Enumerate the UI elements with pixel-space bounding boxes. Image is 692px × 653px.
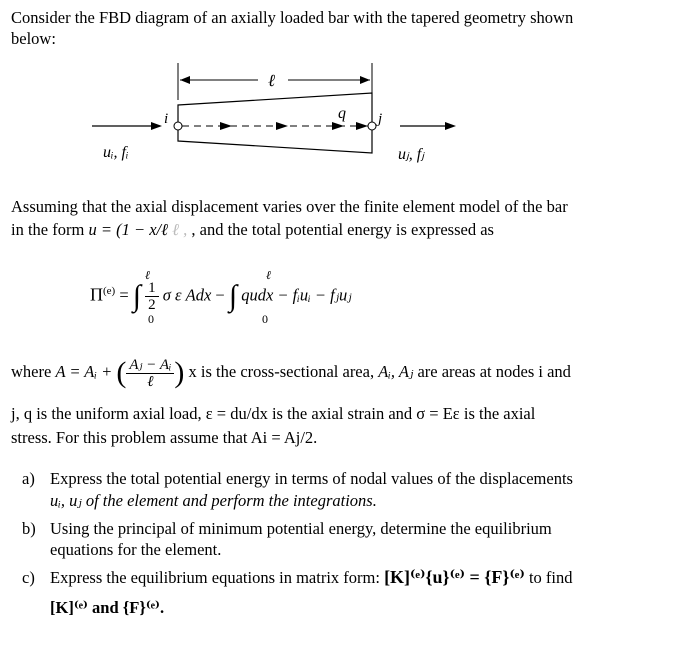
question-b: [22, 518, 552, 539]
left-force-label: uᵢ, fᵢ: [103, 144, 129, 161]
load-arrow-4: [356, 122, 368, 130]
assume-line-2: [11, 219, 494, 240]
question-a-label: a): [22, 469, 35, 488]
question-a-line-1: Express the total potential energy in terms of nodal values of the displacements: [50, 469, 573, 488]
right-force-label: uⱼ, fⱼ: [398, 146, 425, 163]
dimension-arrow-right: [360, 76, 370, 84]
where-suffix: are areas at nodes i and: [417, 362, 571, 381]
half-fraction: $\frac{1}{2}$: [145, 280, 159, 313]
paren-open: (: [116, 356, 127, 390]
matrix-equation: [K]⁽ᵉ⁾{u}⁽ᵉ⁾ = {F}⁽ᵉ⁾: [384, 567, 525, 587]
after-fraction: x is the cross-sectional area,: [188, 362, 375, 381]
integral-1-icon: ∫: [132, 279, 141, 313]
load-arrow-2: [276, 122, 288, 130]
minus-1: −: [215, 285, 225, 305]
question-b-line-2: equations for the element.: [50, 540, 222, 559]
term-1: σ ε Adx: [162, 285, 212, 305]
where-line-3: stress. For this problem assume that Ai = Aj/2.: [11, 428, 318, 447]
question-c-prefix: Express the equilibrium equations in matrix form:: [50, 568, 380, 587]
integral-2-lower: 0: [262, 312, 268, 326]
load-arrow-1: [220, 122, 232, 130]
intro-line-1: Consider the FBD diagram of an axially loaded bar with the tapered geometry shown: [11, 8, 574, 27]
nodal-areas: Aᵢ, Aⱼ: [378, 362, 414, 381]
question-c: [22, 567, 573, 588]
where-line-2: j, q is the uniform axial load, ε = du/dx is the axial strain and σ = Eε is the axial: [11, 404, 536, 423]
energy-lhs-sup: (e): [103, 284, 116, 297]
energy-lhs: Π: [90, 284, 103, 305]
load-label: q: [338, 105, 346, 122]
tapered-bar: [178, 93, 372, 153]
question-b-line-1: Using the principal of minimum potential energy, determine the equilibrium: [50, 519, 552, 538]
question-a: [22, 468, 573, 489]
integral-1-upper: ℓ: [145, 268, 150, 282]
node-i-label: i: [164, 111, 169, 127]
node-j-label: j: [378, 111, 383, 127]
question-c-line-2: [K]⁽ᵉ⁾ and {F}⁽ᵉ⁾.: [50, 598, 165, 617]
assume-equation: u = (1 − x/ℓ: [88, 220, 168, 239]
where-prefix: where: [11, 362, 52, 381]
energy-equation: [90, 280, 352, 320]
integral-2-upper: ℓ: [266, 268, 271, 282]
paren-close: ): [174, 356, 185, 390]
integral-2-icon: ∫: [228, 279, 238, 313]
where-line-1: [11, 355, 571, 390]
force-arrowhead-right: [445, 122, 456, 130]
question-b-label: b): [22, 519, 36, 538]
assume-prefix: in the form: [11, 220, 85, 239]
force-arrowhead-left: [151, 122, 162, 130]
question-a-line-2: uᵢ, uⱼ of the element and perform the integrations.: [50, 491, 377, 510]
intro-line-2: below:: [11, 29, 56, 48]
assume-faded: ℓ ,: [168, 220, 188, 239]
length-label: ℓ: [268, 71, 276, 90]
dimension-arrow-left: [180, 76, 190, 84]
area-fraction: $\frac{\text{Aⱼ − Aᵢ}}{\text{ℓ}}$: [126, 357, 174, 390]
assume-suffix: , and the total potential energy is expressed as: [191, 220, 494, 239]
energy-eq: =: [119, 285, 129, 305]
question-c-label: c): [22, 568, 35, 587]
question-c-suffix: to find: [528, 568, 573, 587]
term-2: qudx: [241, 285, 274, 305]
area-eq-lhs: A = Aᵢ +: [55, 362, 113, 381]
energy-tail: − fᵢuᵢ − fⱼuⱼ: [277, 285, 352, 305]
load-arrow-3: [332, 122, 344, 130]
integral-1-lower: 0: [148, 312, 154, 326]
node-j: [368, 122, 376, 130]
node-i: [174, 122, 182, 130]
assume-line-1: Assuming that the axial displacement varies over the finite element model of the bar: [11, 197, 568, 216]
